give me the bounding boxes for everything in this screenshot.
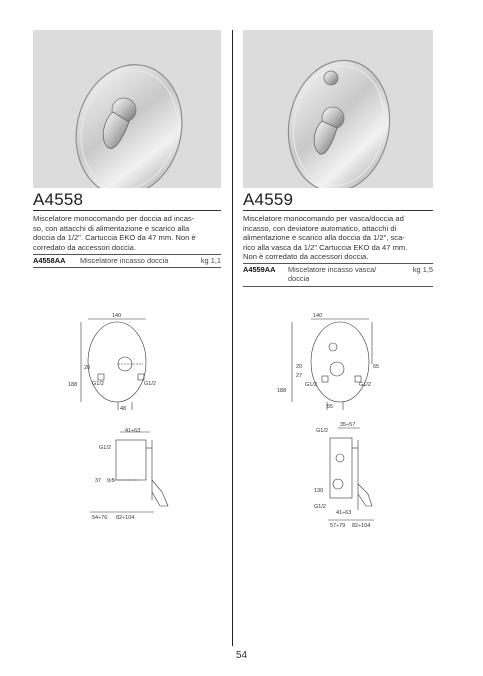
dim-label: 188	[68, 382, 78, 388]
description-line: corredato da accessori doccia.	[33, 242, 136, 252]
dim-label: 55	[327, 404, 334, 410]
description-line: incasso, con deviatore automatico, attacchi di	[243, 223, 397, 233]
description-line: Non è corredato da accessori doccia.	[243, 252, 369, 262]
reference-weight: kg 1,5	[412, 265, 433, 274]
dim-label: 140	[112, 313, 122, 319]
dim-label: 140	[313, 313, 323, 319]
description-line: rico alla vasca da 1/2" Cartuccia EKO da 47 mm.	[243, 242, 408, 252]
description-line: Miscelatore monocomando per vasca/doccia ad	[243, 214, 404, 223]
dim-label: G1/2	[359, 382, 371, 388]
dim-label: 27	[296, 373, 303, 379]
reference-code: A4559AA	[243, 265, 276, 274]
dim-label: 65	[373, 364, 380, 370]
reference-code: A4558AA	[33, 256, 66, 265]
product-code: A4559	[243, 190, 294, 209]
reference-name: Miscelatore incasso doccia	[80, 256, 169, 265]
dim-label: 54÷76	[92, 515, 108, 521]
reference-name: Miscelatore incasso vasca/	[288, 265, 377, 274]
description-line: doccia da 1/2". Cartuccia EKO da 47 mm. Non è	[33, 233, 196, 243]
description-line: Miscelatore monocomando per doccia ad incas-	[33, 214, 195, 223]
dim-label: 57÷79	[330, 523, 346, 529]
dim-label: G1/2	[99, 445, 111, 451]
description-line: alimentazione e scarico alla doccia da 1/2", sca-	[243, 233, 405, 243]
dim-label: 82÷104	[352, 523, 371, 529]
reference-name: doccia	[288, 274, 310, 283]
dim-label: G1/2	[92, 381, 104, 387]
body-outline	[330, 438, 352, 498]
dim-label: 41÷63	[125, 428, 141, 434]
lever-outline	[358, 484, 372, 506]
dim-label: 188	[277, 388, 287, 394]
dim-label: 20	[84, 365, 91, 371]
dim-label: 35÷57	[340, 422, 356, 428]
dim-label: G1/2	[305, 382, 317, 388]
description-line: so, con attacchi di alimentazione e scarico alla	[33, 223, 190, 233]
reference-weight: kg 1,1	[200, 256, 221, 265]
dim-label: 20	[296, 364, 303, 370]
front-plate-outline	[311, 322, 369, 402]
dim-label: 130	[314, 488, 324, 494]
dim-label: 37	[95, 478, 102, 484]
page-number: 54	[235, 650, 248, 661]
dim-label: G1/2	[144, 381, 156, 387]
dim-label: 41÷63	[336, 510, 352, 516]
dim-label: 82÷104	[116, 515, 135, 521]
dim-label: 9,5	[107, 478, 115, 484]
dim-label: G1/2	[314, 504, 326, 510]
product-code: A4558	[33, 190, 84, 209]
dim-label: G1/2	[316, 428, 328, 434]
dim-label: 48	[120, 406, 127, 412]
